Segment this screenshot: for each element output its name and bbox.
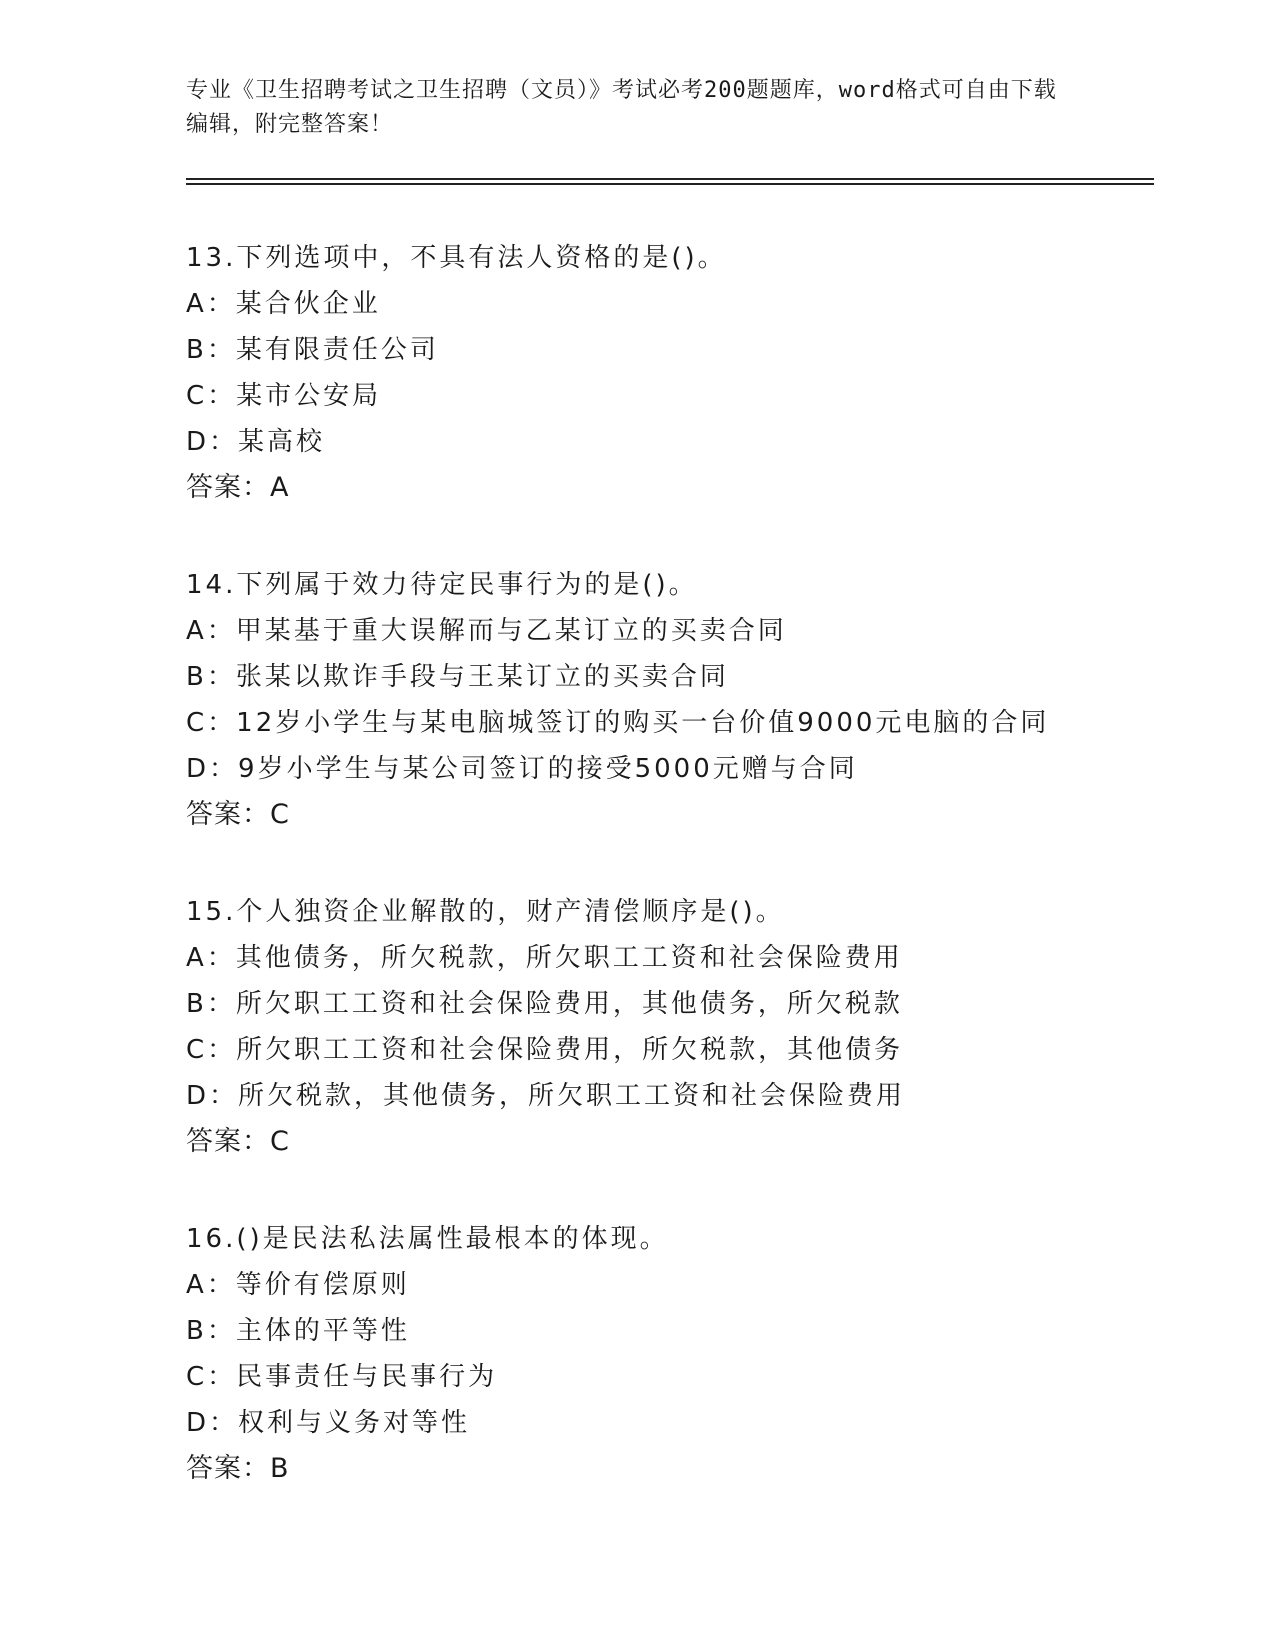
option-b: B：某有限责任公司 xyxy=(186,335,439,365)
option-d: D：某高校 xyxy=(186,427,326,457)
answer-line: 答案：C xyxy=(186,1126,290,1157)
question-stem: 15.个人独资企业解散的，财产清偿顺序是()。 xyxy=(186,897,785,927)
question-14 xyxy=(186,562,1146,838)
option-d: D：9岁小学生与某公司签订的接受5000元赠与合同 xyxy=(186,754,858,784)
answer-line: 答案：C xyxy=(186,799,290,830)
header-divider-bottom xyxy=(186,183,1154,185)
answer-line: 答案：A xyxy=(186,472,290,503)
document-header: 专业《卫生招聘考试之卫生招聘（文员）》考试必考200题题库，word格式可自由下载编辑，附完整答案！ xyxy=(186,78,1057,137)
question-stem: 16.()是民法私法属性最根本的体现。 xyxy=(186,1224,669,1254)
option-c: C：12岁小学生与某电脑城签订的购买一台价值9000元电脑的合同 xyxy=(186,708,1050,738)
option-b: B：主体的平等性 xyxy=(186,1316,410,1346)
question-list xyxy=(186,235,1146,1543)
option-c: C：所欠职工工资和社会保险费用，所欠税款，其他债务 xyxy=(186,1035,904,1065)
option-c: C：某市公安局 xyxy=(186,381,382,411)
header-divider-top xyxy=(186,178,1154,180)
option-d: D：所欠税款，其他债务，所欠职工工资和社会保险费用 xyxy=(186,1081,906,1111)
answer-line: 答案：B xyxy=(186,1453,290,1484)
question-stem: 14.下列属于效力待定民事行为的是()。 xyxy=(186,570,698,600)
question-stem: 13.下列选项中，不具有法人资格的是()。 xyxy=(186,243,727,273)
option-a: A：甲某基于重大误解而与乙某订立的买卖合同 xyxy=(186,616,787,646)
question-13 xyxy=(186,235,1146,511)
option-b: B：所欠职工工资和社会保险费用，其他债务，所欠税款 xyxy=(186,989,903,1019)
option-a: A：其他债务，所欠税款，所欠职工工资和社会保险费用 xyxy=(186,943,903,973)
question-15 xyxy=(186,889,1146,1165)
option-a: A：等价有偿原则 xyxy=(186,1270,410,1300)
option-c: C：民事责任与民事行为 xyxy=(186,1362,498,1392)
question-16 xyxy=(186,1216,1146,1492)
option-b: B：张某以欺诈手段与王某订立的买卖合同 xyxy=(186,662,729,692)
option-a: A：某合伙企业 xyxy=(186,289,381,319)
option-d: D：权利与义务对等性 xyxy=(186,1408,471,1438)
